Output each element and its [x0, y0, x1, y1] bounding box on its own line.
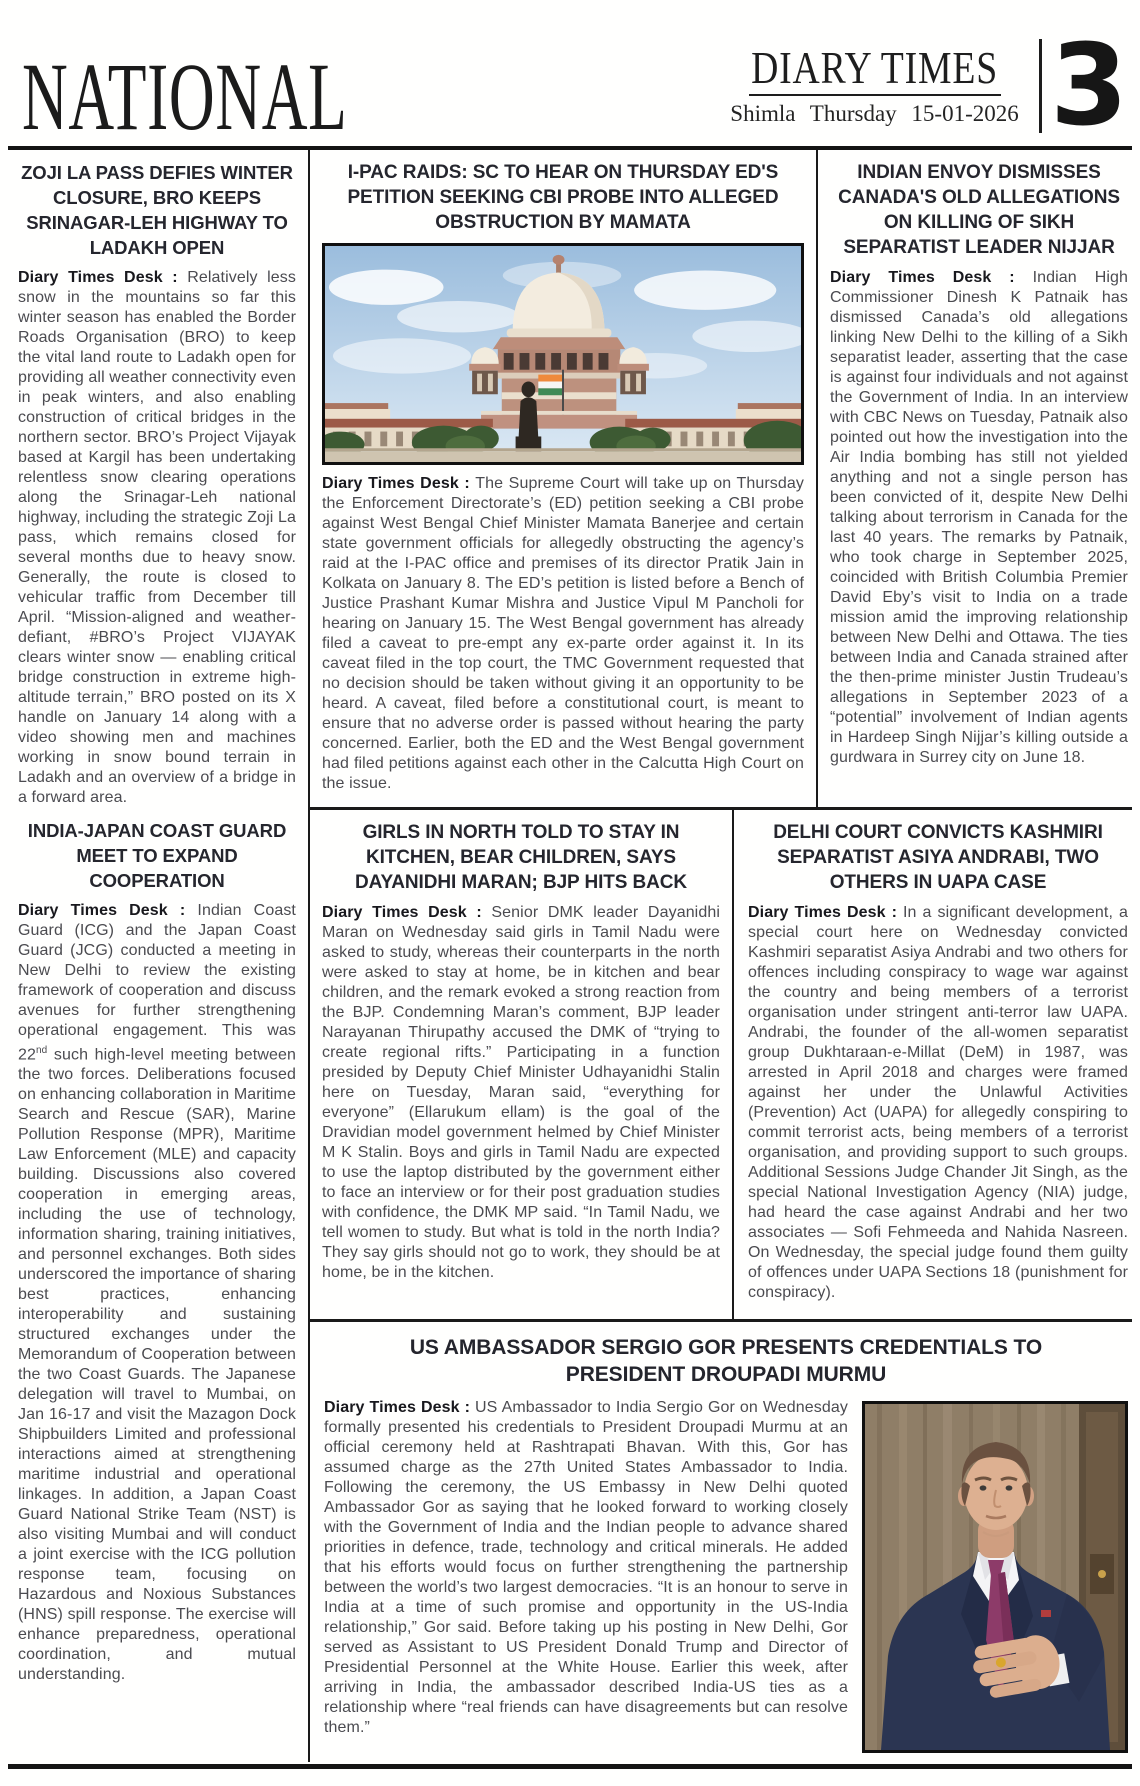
byline: Diary Times Desk : [18, 902, 186, 919]
left-column [8, 150, 310, 1762]
newspaper-name: DIARY TIMES [751, 41, 998, 93]
ipac-column [310, 150, 818, 807]
ambassador-photo [862, 1401, 1128, 1753]
bottom-row [310, 1322, 1132, 1762]
byline: Diary Times Desk : [748, 904, 898, 921]
body-text: Relatively less snow in the mountains so far this winter season has enabled the Border Roads Organisation (BRO) to keep the vital land route to Ladakh open for providing all weather connectivity even in peak winters, and also enabling construction of critical bridges in the northern sector. BRO’s Project Vijayak based at Kargil has been undertaking relentless snow clearing operations along the Srinagar-Leh national highway, including the strategic Zoji La pass, which remains closed for several months due to heavy snow. Generally, the route is closed to vehicular traffic from December till April. “Mission-aligned and weather-defiant, #BRO’s Project VIJAYAK clears winter snow — enabling critical bridge construction in extreme high-altitude terrain,” BRO posted on its X handle on January 14 along with a video showing men and machines working in snow bound terrain in Ladakh and an overview of a bridge in a forward area. [18, 269, 296, 806]
article-headline: I-PAC RAIDS: SC TO HEAR ON THURSDAY ED'S PETITION SEEKING CBI PROBE INTO ALLEGED OBSTRUCTION BY MAMATA [347, 162, 779, 233]
masthead-block [724, 41, 1035, 128]
article-body [18, 268, 296, 808]
page-header [8, 0, 1132, 150]
right-area [310, 150, 1132, 1762]
platform [481, 411, 637, 429]
chhatri-left [469, 347, 501, 394]
body-text: The Supreme Court will take up on Thursday the Enforcement Directorate’s (ED) petition seeking a CBI probe against West Bengal Chief Minister Mamata Banerjee and certain state government officials for allegedly obstructing the agency’s raid at the I-PAC office and premises of its director Pratik Jain in Kolkata on January 8. The ED’s petition is listed before a Bench of Justice Prashant Kumar Mishra and Justice Vipul M Pancholi for hearing on January 15. The West Bengal government has already filed a caveat to pre-empt any ex-parte order against it. In its caveat filed in the top court, the TMC Government requested that no decision should be taken without giving it an opportunity to be heard. A caveat, filed before a constitutional court, is meant to ensure that no adverse order is passed without hearing the party concerned. Earlier, both the ED and the West Bengal government had filed petitions against each other in the Calcutta High Court on the issue. [322, 475, 804, 792]
byline: Diary Times Desk : [324, 1399, 471, 1416]
bottom-rule [8, 1764, 1132, 1769]
byline: Diary Times Desk : [322, 904, 482, 921]
girls-column [310, 810, 734, 1319]
masthead-dateline: Shimla Thursday 15-01-2026 [730, 101, 1019, 127]
byline: Diary Times Desk : [322, 475, 470, 492]
article-body [324, 1398, 848, 1738]
chhatri-right [617, 347, 649, 394]
section-title: NATIONAL [22, 43, 348, 150]
byline: Diary Times Desk : [830, 269, 1015, 286]
middle-row [310, 810, 1132, 1322]
page-number: 3 [1050, 21, 1126, 151]
main-content [8, 150, 1132, 1762]
masthead [724, 21, 1126, 151]
article-zoji-la [18, 160, 296, 808]
article-ipac [322, 160, 804, 794]
article-headline: INDIA-JAPAN COAST GUARD MEET TO EXPAND COOPERATION [27, 820, 287, 891]
body-text: Indian Coast Guard (ICG) and the Japan Coast Guard (JCG) conducted a meeting in New Delhi to review the existing framework of cooperation and discuss avenues for further strengthening operational engagement. This was 22 [18, 902, 296, 1064]
body-text: such high-level meeting between the two forces. Deliberations focused on enhancing collaboration in Maritime Search and Rescue (SAR), Marine Pollution Response (MPR), Maritime Law Enforcement (MLE) and capacity building. Discussions also covered cooperation in emerging areas, including the use of technology, information sharing, training initiatives, and personnel exchanges. Both sides underscored the importance of sharing best practices, enhancing interoperability and sustaining structured exchanges under the Memorandum of Cooperation between the two Coast Guards. The Japanese delegation will travel to Mumbai, on Jan 16-17 and visit the Mazagon Dock Shipbuilders Limited and professional interactions aimed at strengthening maritime industrial and operational linkages. In addition, a Japan Coast Guard National Strike Team (NST) is also visiting Mumbai and will conduct a joint exercise with the ICG pollution response team, focusing on Hazardous and Noxious Substances (HNS) spill response. The exercise will enhance preparedness, operational coordination, and mutual understanding. [18, 1046, 296, 1684]
article-body [322, 474, 804, 794]
nijjar-column [818, 150, 1132, 807]
delhi-column [734, 810, 1132, 1319]
article-headline: DELHI COURT CONVICTS KASHMIRI SEPARATIST ASIYA ANDRABI, TWO OTHERS IN UAPA CASE [773, 822, 1103, 893]
top-row [310, 150, 1132, 810]
masthead-rule [749, 94, 1001, 97]
article-headline: US AMBASSADOR SERGIO GOR PRESENTS CREDENTIALS TO PRESIDENT DROUPADI MURMU [409, 1336, 1043, 1386]
article-delhi [748, 820, 1128, 1303]
article-girls [322, 820, 720, 1283]
article-headline: GIRLS IN NORTH TOLD TO STAY IN KITCHEN, BEAR CHILDREN, SAYS DAYANIDHI MARAN; BJP HITS BACK [354, 822, 687, 893]
article-body [322, 903, 720, 1283]
article-headline: ZOJI LA PASS DEFIES WINTER CLOSURE, BRO KEEPS SRINAGAR-LEH HIGHWAY TO LADAKH OPEN [21, 162, 293, 258]
article-body [748, 903, 1128, 1303]
article-headline: INDIAN ENVOY DISMISSES CANADA'S OLD ALLEGATIONS ON KILLING OF SIKH SEPARATIST LEADER NIJJAR [838, 162, 1120, 258]
body-text: In a significant development, a special court here on Wednesday convicted Kashmiri separatist Asiya Andrabi and two others for offences including conspiracy to wage war against the country and being members of a terrorist organisation under stringent anti-terror law UAPA. Andrabi, the founder of the all-women separatist group Dukhtaraan-e-Millat (DeM) in 1987, was arrested in April 2018 and charges were framed against her under the Unlawful Activities (Prevention) Act (UAPA) for allegedly conspiring to commit terrorist acts, being members of a terrorist organisation, and providing support to such groups. Additional Sessions Judge Chander Jit Singh, as the special National Investigation Agency (NIA) judge, had heard the case against Andrabi and her two associates — Sofi Fehmeeda and Nahida Nasreen. On Wednesday, the special judge found them guilty of offences under UAPA Sections 18 (punishment for conspiracy). [748, 904, 1129, 1301]
byline: Diary Times Desk : [18, 269, 178, 286]
plaza [325, 451, 801, 462]
ordinal-superscript: nd [36, 1045, 48, 1056]
body-text: Indian High Commissioner Dinesh K Patnaik has dismissed Canada’s old allegations linking New Delhi to the killing of a Sikh separatist leader, asserting that the case is against four individuals and not against the Government of India. In an interview with CBC News on Tuesday, Patnaik also pointed out how the investigation into the Air India bombing has still not yielded anything and not a single person has been convicted of it, despite New Delhi talking about terrorism in Canada for the last 40 years. The remarks by Patnaik, who took charge in September 2025, coincided with British Columbia Premier David Eby’s visit to India on a trade mission amid the improving relationship between New Delhi and Ottawa. The ties between India and Canada strained after the then-prime minister Justin Trudeau’s allegations in September 2023 of a “potential” involvement of Indian agents in Hardeep Singh Nijjar’s killing outside a gurdwara in Surrey city on June 18. [830, 269, 1128, 766]
body-text: Senior DMK leader Dayanidhi Maran on Wednesday said girls in Tamil Nadu were asked to study, whereas their counterparts in the north were asked to stay at home, be in kitchen and bear children, and the remark evoked a strong reaction from the BJP. Condemning Maran’s comment, BJP leader Narayanan Thirupathy accused the DMK of “trying to create regional rifts.” Participating in a function presided by Deputy Chief Minister Udhayanidhi Stalin here on Tuesday, Maran said, “everything for everyone” (Ellarukum ellam) is the goal of the Dravidian model government helmed by Chief Minister M K Stalin. Boys and girls in Tamil Nadu are expected to use the laptop distributed by the government either to face an interview or for their post graduation studies with confidence, the DMK MP said. “In Tamil Nadu, we tell women to study. But what is told in the north India? They say girls should not go to work, they should be at home, be in the kitchen. [322, 904, 720, 1281]
article-nijjar [830, 160, 1128, 768]
plaza-wall [325, 448, 801, 451]
masthead-divider [1039, 39, 1042, 133]
article-india-japan [18, 818, 296, 1685]
article-gor [324, 1334, 1128, 1753]
body-text: US Ambassador to India Sergio Gor on Wednesday formally presented his credentials to President Droupadi Murmu at an official ceremony held at Rashtrapati Bhavan. With this, Gor has assumed charge as the 27th United States Ambassador to India. Following the ceremony, the US Embassy in New Delhi quoted Ambassador Gor as saying that he looked forward to working closely with the Government of India and the Indian people to advance shared priorities in defence, trade, technology and critical minerals. He added that his efforts would focus on further strengthening the partnership between the world’s two largest democracies. “It is an honour to serve in India at a time of such promise and opportunity in the US-India relationship,” Gor said. Before taking up his posting in New Delhi, Gor served as Assistant to US President Donald Trump and Director of Presidential Personnel at the White House. Earlier this week, after arriving in India, the ambassador described India-US ties as a relationship where “real friends can have disagreements but can resolve them.” [324, 1399, 848, 1736]
supreme-court-photo [322, 243, 804, 465]
flag-pin [1041, 1610, 1051, 1617]
article-body [830, 268, 1128, 768]
article-body [18, 901, 296, 1685]
